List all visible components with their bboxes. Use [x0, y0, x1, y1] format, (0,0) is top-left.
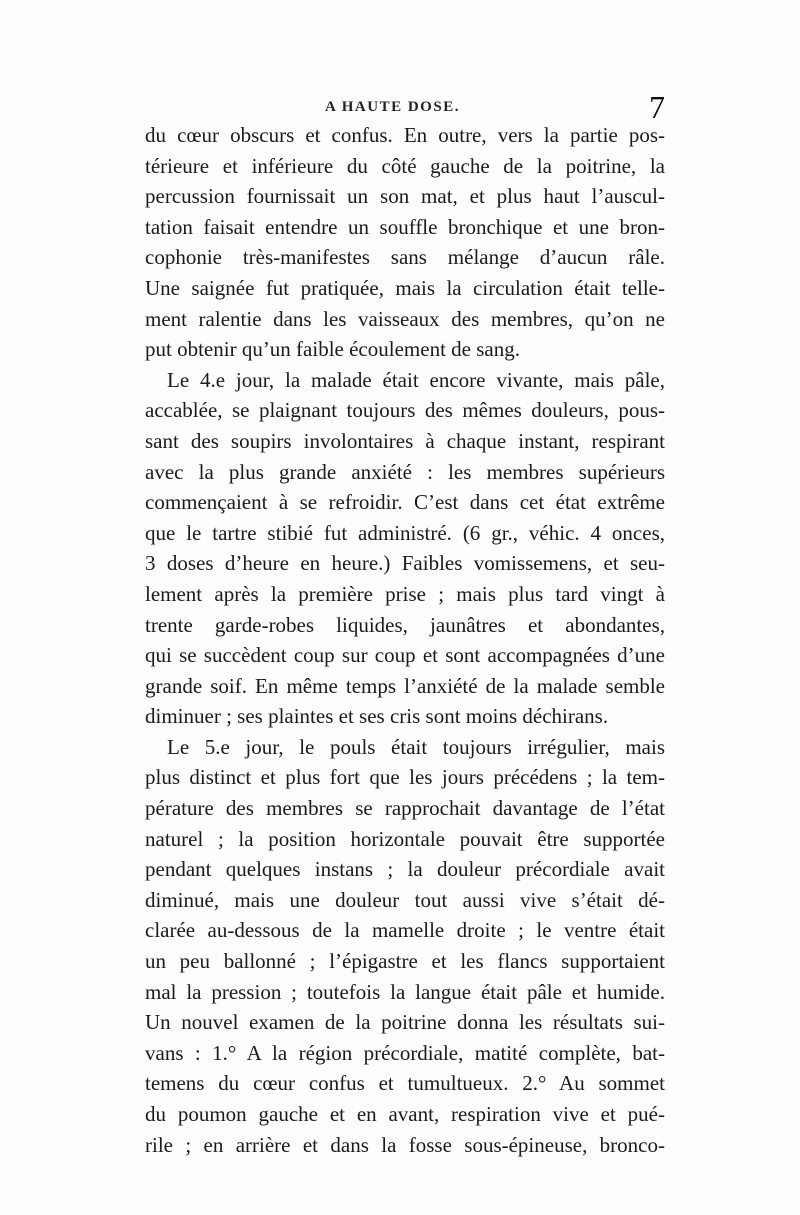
text-line: pérature des membres se rapprochait davantage de l’état: [145, 796, 665, 821]
text-line: qui se succèdent coup sur coup et sont accompagnées d’une: [145, 643, 665, 668]
text-line: sant des soupirs involontaires à chaque instant, respirant: [145, 428, 665, 453]
text-line: du poumon gauche et en avant, respiration vive et pué-: [145, 1102, 665, 1126]
text-line: accablée, se plaignant toujours des mêmes douleurs, pous-: [145, 398, 665, 423]
text-line: ment ralentie dans les vaisseaux des membres, qu’on ne: [145, 306, 665, 331]
text-line: trente garde-robes liquides, jaunâtres et abondantes,: [145, 612, 665, 637]
text-line: térieure et inférieure du côté gauche de la poitrine, la: [145, 153, 665, 178]
text-line: commençaient à se refroidir. C’est dans cet état extrême: [145, 490, 665, 515]
text-line: Une saignée fut pratiquée, mais la circulation était telle-: [145, 275, 665, 300]
text-line: cophonie très-manifestes sans mélange d’aucun râle.: [145, 245, 665, 270]
text-line: temens du cœur confus et tumultueux. 2.° Au sommet: [145, 1071, 665, 1096]
text-line: lement après la première prise ; mais plus tard vingt à: [145, 581, 665, 606]
text-line: put obtenir qu’un faible écoulement de sang.: [145, 337, 520, 362]
text-line: un peu ballonné ; l’épigastre et les flancs supportaient: [145, 949, 665, 974]
text-line: pendant quelques instans ; la douleur précordiale avait: [145, 857, 665, 882]
body-text: [145, 120, 665, 1160]
text-line: diminuer ; ses plaintes et ses cris sont moins déchirans.: [145, 704, 609, 729]
text-line: 3 doses d’heure en heure.) Faibles vomissemens, et seu-: [145, 551, 665, 576]
text-line: avec la plus grande anxiété : les membres supérieurs: [145, 459, 665, 484]
text-line: rile ; en arrière et dans la fosse sous-épineuse, bronco-: [145, 1132, 665, 1157]
page-number: 7: [649, 89, 665, 125]
text-line: du cœur obscurs et confus. En outre, vers la partie pos-: [145, 123, 665, 147]
text-line: Le 4.e jour, la malade était encore vivante, mais pâle,: [167, 367, 665, 392]
text-line: vans : 1.° A la région précordiale, matité complète, bat-: [145, 1040, 665, 1065]
text-line: tation faisait entendre un souffle bronchique et une bron-: [145, 214, 665, 239]
text-line: percussion fournissait un son mat, et plus haut l’auscul-: [145, 184, 665, 209]
text-line: plus distinct et plus fort que les jours précédens ; la tem-: [145, 765, 665, 790]
text-line: que le tartre stibié fut administré. (6 gr., véhic. 4 onces,: [145, 520, 665, 545]
running-title: A HAUTE DOSE.: [325, 99, 460, 115]
text-line: clarée au-dessous de la mamelle droite ; le ventre était: [145, 918, 665, 943]
text-line: mal la pression ; toutefois la langue était pâle et humide.: [145, 979, 665, 1004]
text-line: Un nouvel examen de la poitrine donna les résultats sui-: [145, 1010, 665, 1035]
text-line: diminué, mais une douleur tout aussi vive s’était dé-: [145, 887, 665, 912]
text-line: Le 5.e jour, le pouls était toujours irrégulier, mais: [167, 734, 665, 759]
text-line: grande soif. En même temps l’anxiété de la malade semble: [145, 673, 665, 698]
text-line: naturel ; la position horizontale pouvait être supportée: [145, 826, 665, 851]
